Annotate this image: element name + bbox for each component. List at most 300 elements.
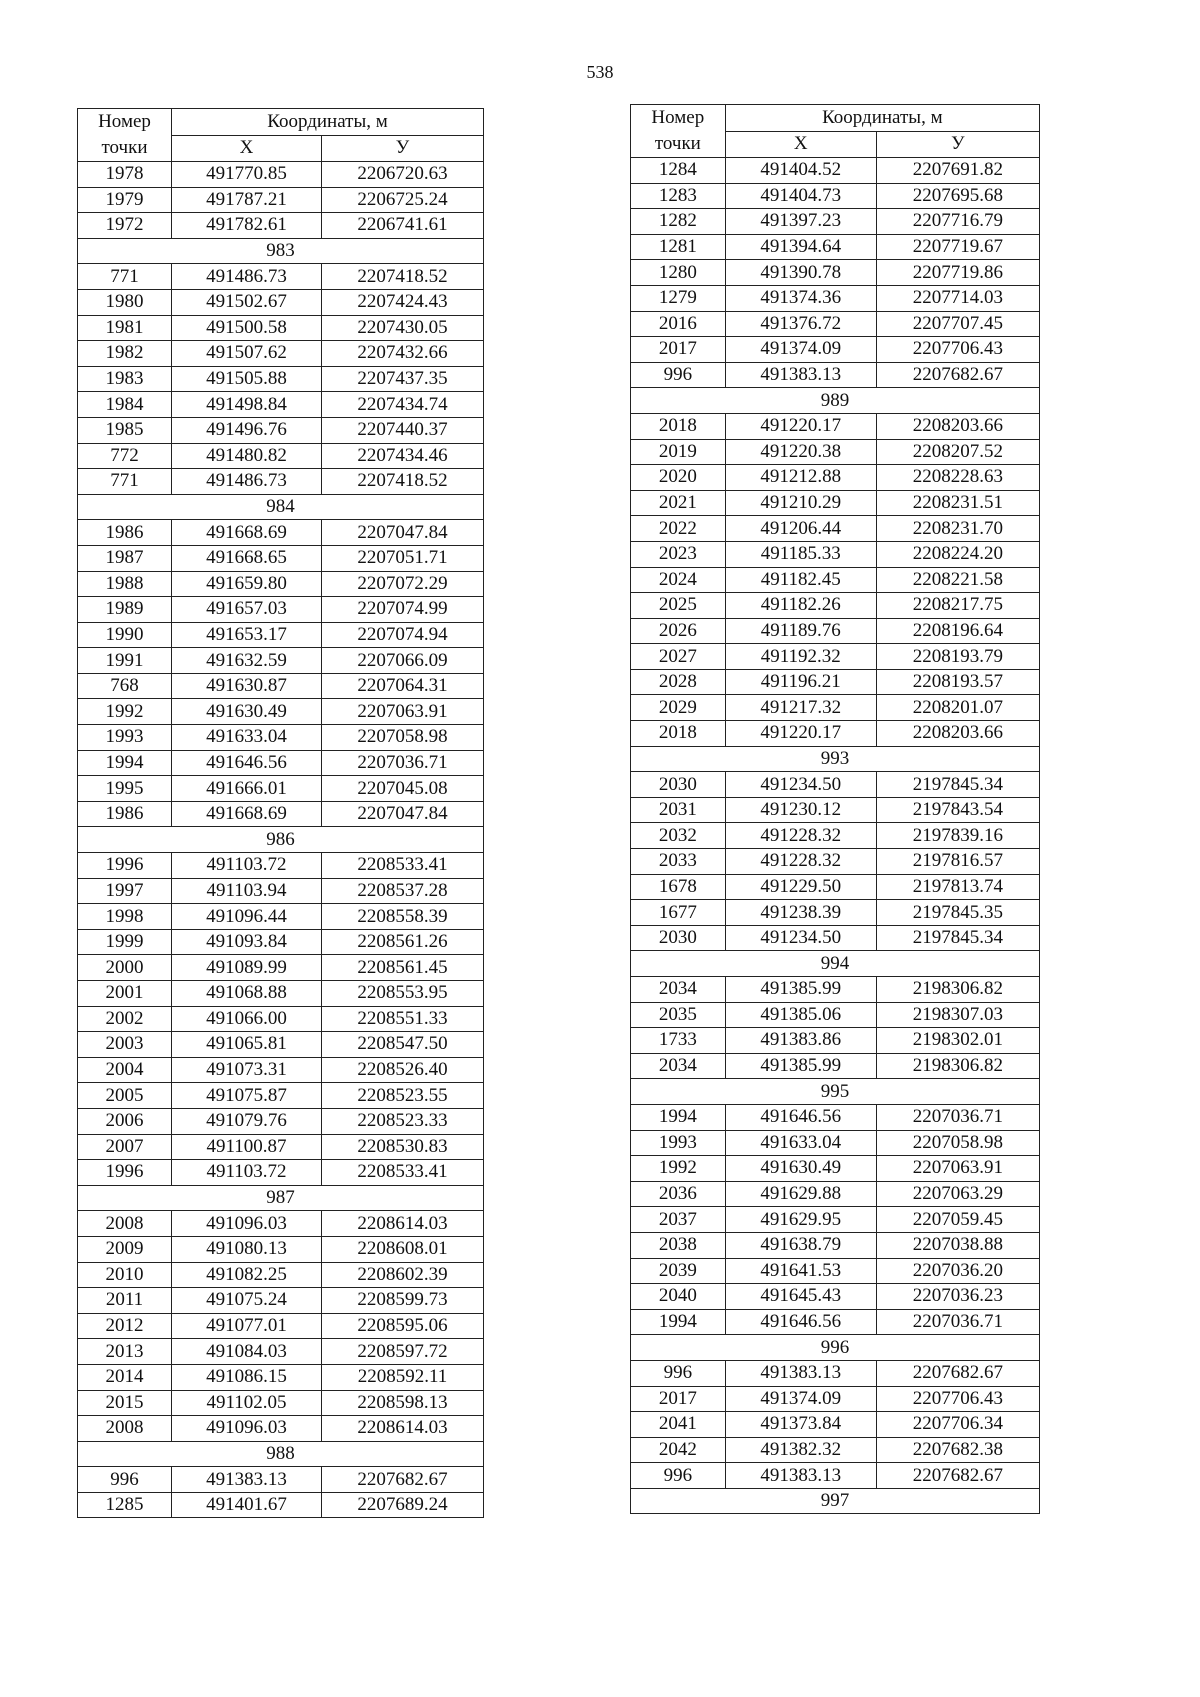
- x-cell: 491206.44: [725, 516, 876, 542]
- y-cell: 2207682.67: [876, 362, 1039, 388]
- point-cell: 2042: [631, 1437, 726, 1463]
- section-label: 984: [78, 494, 484, 520]
- x-cell: 491093.84: [172, 929, 322, 955]
- table-row: [78, 1262, 484, 1288]
- y-cell: 2207682.67: [322, 1467, 484, 1493]
- y-cell: 2207058.98: [876, 1130, 1039, 1156]
- y-cell: 2207716.79: [876, 209, 1039, 235]
- section-row: [631, 1488, 1040, 1514]
- section-row: [78, 238, 484, 264]
- point-cell: 1283: [631, 183, 726, 209]
- x-cell: 491397.23: [725, 209, 876, 235]
- y-cell: 2208224.20: [876, 541, 1039, 567]
- table-row: [78, 264, 484, 290]
- x-cell: 491079.76: [172, 1108, 322, 1134]
- table-row: [78, 1313, 484, 1339]
- y-cell: 2208217.75: [876, 593, 1039, 619]
- y-cell: 2208523.55: [322, 1083, 484, 1109]
- header-point-line2: точки: [78, 135, 172, 162]
- y-cell: 2207434.74: [322, 392, 484, 418]
- point-cell: 1280: [631, 260, 726, 286]
- section-label: 995: [631, 1079, 1040, 1105]
- y-cell: 2207036.23: [876, 1284, 1039, 1310]
- x-cell: 491770.85: [172, 162, 322, 188]
- x-cell: 491638.79: [725, 1232, 876, 1258]
- table-body-left: [78, 162, 484, 1518]
- y-cell: 2207695.68: [876, 183, 1039, 209]
- x-cell: 491646.56: [172, 750, 322, 776]
- x-cell: 491080.13: [172, 1236, 322, 1262]
- x-cell: 491486.73: [172, 469, 322, 495]
- x-cell: 491089.99: [172, 955, 322, 981]
- point-cell: 2008: [78, 1416, 172, 1442]
- table-row: [631, 260, 1040, 286]
- table-row: [78, 187, 484, 213]
- table-row: [78, 801, 484, 827]
- header-point-line2: точки: [631, 131, 726, 158]
- x-cell: 491657.03: [172, 597, 322, 623]
- table-row: [631, 874, 1040, 900]
- table-row: [78, 673, 484, 699]
- table-row: [78, 1416, 484, 1442]
- table-row: [631, 1181, 1040, 1207]
- x-cell: 491234.50: [725, 772, 876, 798]
- x-cell: 491385.99: [725, 1053, 876, 1079]
- table-row: [631, 490, 1040, 516]
- table-row: [631, 413, 1040, 439]
- x-cell: 491507.62: [172, 341, 322, 367]
- point-cell: 2014: [78, 1364, 172, 1390]
- table-row: [78, 1364, 484, 1390]
- table-row: [78, 392, 484, 418]
- table-row: [631, 1156, 1040, 1182]
- x-cell: 491234.50: [725, 925, 876, 951]
- point-cell: 2017: [631, 337, 726, 363]
- x-cell: 491401.67: [172, 1492, 322, 1518]
- y-cell: 2208231.51: [876, 490, 1039, 516]
- x-cell: 491630.49: [725, 1156, 876, 1182]
- y-cell: 2207440.37: [322, 417, 484, 443]
- section-label: 987: [78, 1185, 484, 1211]
- table-row: [631, 516, 1040, 542]
- x-cell: 491666.01: [172, 776, 322, 802]
- x-cell: 491096.44: [172, 904, 322, 930]
- y-cell: 2207036.71: [322, 750, 484, 776]
- y-cell: 2207437.35: [322, 366, 484, 392]
- table-row: [78, 981, 484, 1007]
- table-row: [78, 1390, 484, 1416]
- y-cell: 2208221.58: [876, 567, 1039, 593]
- point-cell: 1285: [78, 1492, 172, 1518]
- y-cell: 2207063.91: [322, 699, 484, 725]
- point-cell: 2028: [631, 669, 726, 695]
- y-cell: 2207430.05: [322, 315, 484, 341]
- point-cell: 2027: [631, 644, 726, 670]
- x-cell: 491374.36: [725, 285, 876, 311]
- y-cell: 2207682.38: [876, 1437, 1039, 1463]
- point-cell: 2000: [78, 955, 172, 981]
- y-cell: 2207047.84: [322, 801, 484, 827]
- x-cell: 491486.73: [172, 264, 322, 290]
- table-row: [78, 929, 484, 955]
- x-cell: 491066.00: [172, 1006, 322, 1032]
- x-cell: 491390.78: [725, 260, 876, 286]
- y-cell: 2207074.99: [322, 597, 484, 623]
- point-cell: 2008: [78, 1211, 172, 1237]
- point-cell: 2007: [78, 1134, 172, 1160]
- point-cell: 1996: [78, 853, 172, 879]
- y-cell: 2207424.43: [322, 289, 484, 315]
- table-row: [631, 797, 1040, 823]
- point-cell: 1733: [631, 1028, 726, 1054]
- x-cell: 491217.32: [725, 695, 876, 721]
- y-cell: 2207719.86: [876, 260, 1039, 286]
- y-cell: 2208558.39: [322, 904, 484, 930]
- x-cell: 491505.88: [172, 366, 322, 392]
- y-cell: 2208561.26: [322, 929, 484, 955]
- y-cell: 2208553.95: [322, 981, 484, 1007]
- y-cell: 2208608.01: [322, 1236, 484, 1262]
- point-cell: 1992: [631, 1156, 726, 1182]
- point-cell: 1988: [78, 571, 172, 597]
- x-cell: 491376.72: [725, 311, 876, 337]
- table-row: [631, 1309, 1040, 1335]
- table-row: [631, 465, 1040, 491]
- table-row: [78, 289, 484, 315]
- point-cell: 996: [78, 1467, 172, 1493]
- x-cell: 491646.56: [725, 1309, 876, 1335]
- y-cell: 2208598.13: [322, 1390, 484, 1416]
- y-cell: 2207434.46: [322, 443, 484, 469]
- y-cell: 2207706.34: [876, 1412, 1039, 1438]
- table-row: [631, 1360, 1040, 1386]
- table-row: [631, 644, 1040, 670]
- x-cell: 491068.88: [172, 981, 322, 1007]
- table-row: [631, 209, 1040, 235]
- y-cell: 2208231.70: [876, 516, 1039, 542]
- table-row: [78, 443, 484, 469]
- point-cell: 1986: [78, 520, 172, 546]
- y-cell: 2206720.63: [322, 162, 484, 188]
- x-cell: 491075.87: [172, 1083, 322, 1109]
- section-row: [631, 951, 1040, 977]
- x-cell: 491498.84: [172, 392, 322, 418]
- point-cell: 2002: [78, 1006, 172, 1032]
- y-cell: 2208523.33: [322, 1108, 484, 1134]
- point-cell: 2020: [631, 465, 726, 491]
- point-cell: 1979: [78, 187, 172, 213]
- section-label: 994: [631, 951, 1040, 977]
- x-cell: 491102.05: [172, 1390, 322, 1416]
- y-cell: 2207682.67: [876, 1360, 1039, 1386]
- table-row: [631, 311, 1040, 337]
- point-cell: 1284: [631, 158, 726, 184]
- point-cell: 771: [78, 469, 172, 495]
- point-cell: 2041: [631, 1412, 726, 1438]
- table-row: [78, 597, 484, 623]
- x-cell: 491228.32: [725, 823, 876, 849]
- x-cell: 491185.33: [725, 541, 876, 567]
- section-row: [631, 1335, 1040, 1361]
- y-cell: 2208196.64: [876, 618, 1039, 644]
- point-cell: 2018: [631, 721, 726, 747]
- table-row: [78, 648, 484, 674]
- y-cell: 2197816.57: [876, 849, 1039, 875]
- table-row: [631, 1437, 1040, 1463]
- x-cell: 491630.87: [172, 673, 322, 699]
- table-row: [631, 1284, 1040, 1310]
- x-cell: 491782.61: [172, 213, 322, 239]
- section-label: 993: [631, 746, 1040, 772]
- x-cell: 491646.56: [725, 1104, 876, 1130]
- y-cell: 2197845.34: [876, 925, 1039, 951]
- point-cell: 2023: [631, 541, 726, 567]
- x-cell: 491385.99: [725, 977, 876, 1003]
- point-cell: 2011: [78, 1288, 172, 1314]
- point-cell: 2006: [78, 1108, 172, 1134]
- point-cell: 2003: [78, 1032, 172, 1058]
- x-cell: 491502.67: [172, 289, 322, 315]
- y-cell: 2208193.79: [876, 644, 1039, 670]
- header-y: У: [322, 135, 484, 162]
- point-cell: 2025: [631, 593, 726, 619]
- point-cell: 2039: [631, 1258, 726, 1284]
- table-row: [78, 955, 484, 981]
- table-row: [631, 158, 1040, 184]
- x-cell: 491182.45: [725, 567, 876, 593]
- table-row: [78, 571, 484, 597]
- point-cell: 2009: [78, 1236, 172, 1262]
- x-cell: 491385.06: [725, 1002, 876, 1028]
- x-cell: 491668.65: [172, 545, 322, 571]
- point-cell: 2021: [631, 490, 726, 516]
- y-cell: 2207418.52: [322, 264, 484, 290]
- x-cell: 491230.12: [725, 797, 876, 823]
- point-cell: 1996: [78, 1160, 172, 1186]
- point-cell: 1991: [78, 648, 172, 674]
- y-cell: 2207066.09: [322, 648, 484, 674]
- table-row: [631, 1053, 1040, 1079]
- x-cell: 491096.03: [172, 1211, 322, 1237]
- x-cell: 491787.21: [172, 187, 322, 213]
- y-cell: 2208597.72: [322, 1339, 484, 1365]
- table-row: [78, 878, 484, 904]
- point-cell: 2040: [631, 1284, 726, 1310]
- point-cell: 2035: [631, 1002, 726, 1028]
- coordinates-table-left: [77, 108, 484, 1518]
- table-row: [631, 669, 1040, 695]
- table-row: [631, 1002, 1040, 1028]
- point-cell: 2015: [78, 1390, 172, 1416]
- y-cell: 2208203.66: [876, 721, 1039, 747]
- point-cell: 2019: [631, 439, 726, 465]
- point-cell: 2031: [631, 797, 726, 823]
- point-cell: 1989: [78, 597, 172, 623]
- y-cell: 2197845.34: [876, 772, 1039, 798]
- point-cell: 1281: [631, 234, 726, 260]
- table-row: [631, 593, 1040, 619]
- point-cell: 2034: [631, 1053, 726, 1079]
- table-row: [78, 417, 484, 443]
- point-cell: 2016: [631, 311, 726, 337]
- table-row: [78, 1134, 484, 1160]
- table-row: [631, 183, 1040, 209]
- y-cell: 2207714.03: [876, 285, 1039, 311]
- point-cell: 772: [78, 443, 172, 469]
- point-cell: 1983: [78, 366, 172, 392]
- x-cell: 491103.72: [172, 1160, 322, 1186]
- y-cell: 2208228.63: [876, 465, 1039, 491]
- x-cell: 491668.69: [172, 801, 322, 827]
- point-cell: 996: [631, 1360, 726, 1386]
- y-cell: 2198306.82: [876, 1053, 1039, 1079]
- y-cell: 2198302.01: [876, 1028, 1039, 1054]
- table-row: [631, 1386, 1040, 1412]
- x-cell: 491228.32: [725, 849, 876, 875]
- x-cell: 491220.17: [725, 413, 876, 439]
- y-cell: 2207691.82: [876, 158, 1039, 184]
- y-cell: 2208533.41: [322, 1160, 484, 1186]
- y-cell: 2197843.54: [876, 797, 1039, 823]
- table-row: [78, 1108, 484, 1134]
- point-cell: 771: [78, 264, 172, 290]
- header-coordinates: Координаты, м: [172, 109, 484, 136]
- y-cell: 2207063.91: [876, 1156, 1039, 1182]
- table-row: [631, 567, 1040, 593]
- point-cell: 1677: [631, 900, 726, 926]
- table-row: [78, 162, 484, 188]
- point-cell: 1994: [631, 1104, 726, 1130]
- y-cell: 2206725.24: [322, 187, 484, 213]
- table-row: [78, 904, 484, 930]
- section-row: [631, 1079, 1040, 1105]
- table-row: [631, 439, 1040, 465]
- x-cell: 491641.53: [725, 1258, 876, 1284]
- point-cell: 2004: [78, 1057, 172, 1083]
- y-cell: 2207719.67: [876, 234, 1039, 260]
- table-row: [631, 1258, 1040, 1284]
- page-number: 538: [586, 62, 614, 82]
- y-cell: 2197845.35: [876, 900, 1039, 926]
- table-row: [78, 622, 484, 648]
- point-cell: 2017: [631, 1386, 726, 1412]
- y-cell: 2198306.82: [876, 977, 1039, 1003]
- x-cell: 491220.17: [725, 721, 876, 747]
- table-row: [78, 520, 484, 546]
- y-cell: 2206741.61: [322, 213, 484, 239]
- point-cell: 1992: [78, 699, 172, 725]
- table-row: [631, 695, 1040, 721]
- point-cell: 1978: [78, 162, 172, 188]
- x-cell: 491084.03: [172, 1339, 322, 1365]
- header-x: X: [725, 131, 876, 158]
- x-cell: 491374.09: [725, 1386, 876, 1412]
- section-row: [78, 1441, 484, 1467]
- point-cell: 1998: [78, 904, 172, 930]
- table-row: [78, 725, 484, 751]
- x-cell: 491373.84: [725, 1412, 876, 1438]
- section-label: 986: [78, 827, 484, 853]
- point-cell: 2038: [631, 1232, 726, 1258]
- x-cell: 491383.13: [725, 1360, 876, 1386]
- x-cell: 491374.09: [725, 337, 876, 363]
- x-cell: 491238.39: [725, 900, 876, 926]
- x-cell: 491075.24: [172, 1288, 322, 1314]
- y-cell: 2208614.03: [322, 1211, 484, 1237]
- table-row: [78, 341, 484, 367]
- point-cell: 2013: [78, 1339, 172, 1365]
- y-cell: 2208537.28: [322, 878, 484, 904]
- table-row: [78, 469, 484, 495]
- point-cell: 1982: [78, 341, 172, 367]
- table-row: [631, 1104, 1040, 1130]
- header-point-line1: Номер: [78, 109, 172, 136]
- table-row: [78, 699, 484, 725]
- table-row: [78, 315, 484, 341]
- point-cell: 1972: [78, 213, 172, 239]
- y-cell: 2208602.39: [322, 1262, 484, 1288]
- point-cell: 2024: [631, 567, 726, 593]
- section-row: [78, 827, 484, 853]
- x-cell: 491630.49: [172, 699, 322, 725]
- header-y: У: [876, 131, 1039, 158]
- x-cell: 491229.50: [725, 874, 876, 900]
- table-row: [78, 1032, 484, 1058]
- table-row: [78, 1211, 484, 1237]
- table-row: [631, 977, 1040, 1003]
- point-cell: 1987: [78, 545, 172, 571]
- y-cell: 2198307.03: [876, 1002, 1039, 1028]
- table-row: [78, 750, 484, 776]
- table-row: [78, 1236, 484, 1262]
- x-cell: 491645.43: [725, 1284, 876, 1310]
- x-cell: 491480.82: [172, 443, 322, 469]
- point-cell: 1990: [78, 622, 172, 648]
- x-cell: 491065.81: [172, 1032, 322, 1058]
- point-cell: 1282: [631, 209, 726, 235]
- y-cell: 2207058.98: [322, 725, 484, 751]
- table-row: [78, 1467, 484, 1493]
- table-row: [631, 925, 1040, 951]
- section-label: 988: [78, 1441, 484, 1467]
- table-row: [631, 772, 1040, 798]
- point-cell: 1981: [78, 315, 172, 341]
- y-cell: 2207432.66: [322, 341, 484, 367]
- x-cell: 491629.88: [725, 1181, 876, 1207]
- y-cell: 2197839.16: [876, 823, 1039, 849]
- section-label: 989: [631, 388, 1040, 414]
- y-cell: 2207036.71: [876, 1104, 1039, 1130]
- x-cell: 491086.15: [172, 1364, 322, 1390]
- point-cell: 1993: [631, 1130, 726, 1156]
- x-cell: 491383.86: [725, 1028, 876, 1054]
- table-body-right: [631, 158, 1040, 1514]
- table-row: [78, 366, 484, 392]
- x-cell: 491383.13: [725, 1463, 876, 1489]
- point-cell: 2005: [78, 1083, 172, 1109]
- table-row: [631, 337, 1040, 363]
- y-cell: 2207706.43: [876, 1386, 1039, 1412]
- point-cell: 996: [631, 362, 726, 388]
- y-cell: 2208526.40: [322, 1057, 484, 1083]
- table-row: [631, 1232, 1040, 1258]
- y-cell: 2207706.43: [876, 337, 1039, 363]
- point-cell: 1993: [78, 725, 172, 751]
- point-cell: 2030: [631, 772, 726, 798]
- table-row: [78, 545, 484, 571]
- x-cell: 491404.73: [725, 183, 876, 209]
- point-cell: 2029: [631, 695, 726, 721]
